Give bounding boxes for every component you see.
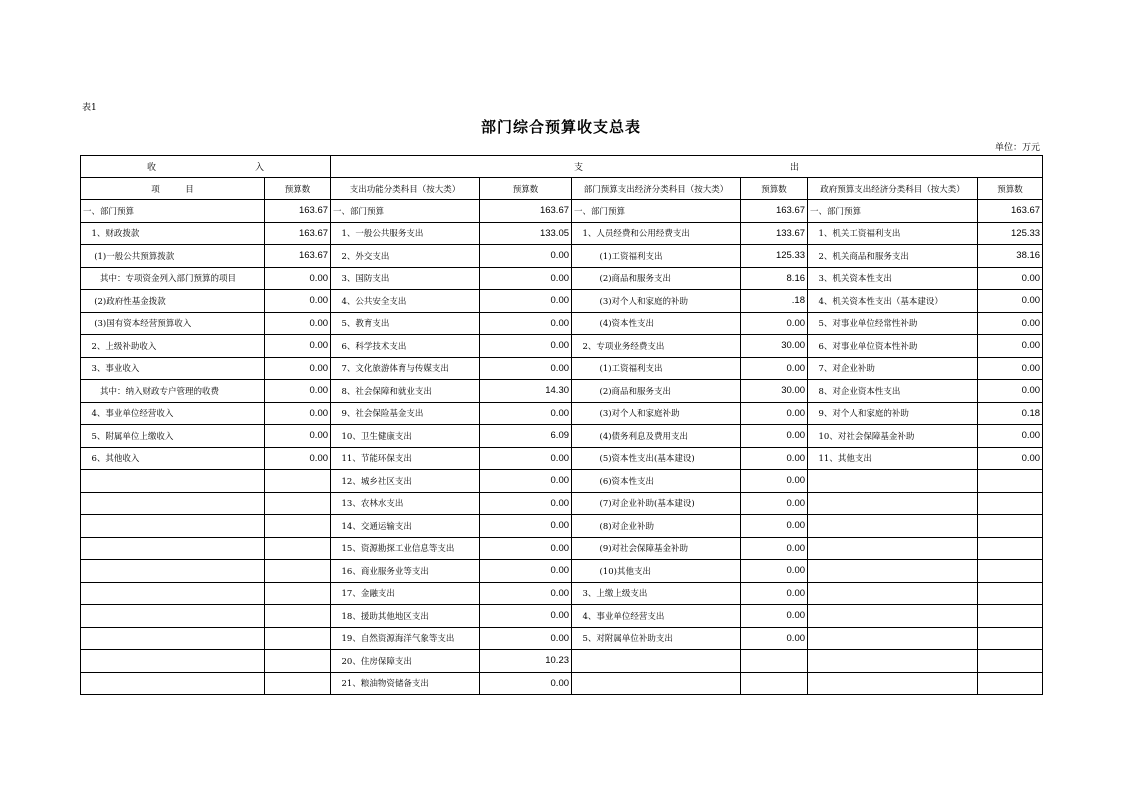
table-row (81, 312, 1043, 335)
func-item-cell: 2、外交支出 (331, 245, 480, 268)
gov-item-cell (808, 605, 978, 628)
dept-budget-cell: 0.00 (741, 357, 808, 380)
income-item-cell (81, 560, 265, 583)
dept-budget-cell: 0.00 (741, 560, 808, 583)
gov-item-cell (808, 537, 978, 560)
income-budget-cell (265, 650, 331, 673)
income-item-cell: (2)政府性基金拨款 (81, 290, 265, 313)
func-item-cell: 19、自然资源海洋气象等支出 (331, 627, 480, 650)
income-item-cell (81, 537, 265, 560)
income-budget-cell (265, 627, 331, 650)
income-item-cell: (1)一般公共预算拨款 (81, 245, 265, 268)
table-row (81, 222, 1043, 245)
func-budget-cell: 0.00 (480, 605, 572, 628)
func-budget-cell: 0.00 (480, 672, 572, 695)
gov-item-cell: 8、对企业资本性支出 (808, 380, 978, 403)
dept-item-cell (572, 650, 741, 673)
gov-budget-cell: 125.33 (978, 222, 1043, 245)
table-row (81, 537, 1043, 560)
func-item-cell: 12、城乡社区支出 (331, 470, 480, 493)
func-budget-cell: 0.00 (480, 312, 572, 335)
func-item-cell: 16、商业服务业等支出 (331, 560, 480, 583)
func-item-cell: 4、公共安全支出 (331, 290, 480, 313)
gov-budget-cell: 0.00 (978, 357, 1043, 380)
table-row (81, 470, 1043, 493)
func-item-cell: 21、粮油物资储备支出 (331, 672, 480, 695)
income-item-cell (81, 492, 265, 515)
gov-item-cell: 5、对事业单位经常性补助 (808, 312, 978, 335)
table-row (81, 402, 1043, 425)
func-budget-cell: 0.00 (480, 560, 572, 583)
func-budget-cell: 6.09 (480, 425, 572, 448)
income-item-cell: 一、部门预算 (81, 200, 265, 223)
income-item-cell (81, 582, 265, 605)
func-budget-cell: 0.00 (480, 627, 572, 650)
table-row (81, 290, 1043, 313)
func-budget-cell: 0.00 (480, 537, 572, 560)
func-budget-cell: 0.00 (480, 582, 572, 605)
gov-item-cell (808, 582, 978, 605)
income-budget-cell (265, 470, 331, 493)
gov-item-cell: 一、部门预算 (808, 200, 978, 223)
dept-budget-cell: 0.00 (741, 605, 808, 628)
budget-header: 预算数 (480, 178, 572, 200)
func-item-cell: 6、科学技术支出 (331, 335, 480, 358)
func-budget-cell: 0.00 (480, 290, 572, 313)
dept-item-cell: 3、上缴上级支出 (572, 582, 741, 605)
table-row (81, 245, 1043, 268)
gov-item-cell: 1、机关工资福利支出 (808, 222, 978, 245)
dept-item-cell: (5)资本性支出(基本建设) (572, 447, 741, 470)
gov-item-cell (808, 672, 978, 695)
income-budget-cell (265, 560, 331, 583)
item-header: 项 目 (81, 178, 265, 200)
income-budget-cell: 0.00 (265, 380, 331, 403)
table-row (81, 560, 1043, 583)
gov-item-cell: 7、对企业补助 (808, 357, 978, 380)
func-item-cell: 11、节能环保支出 (331, 447, 480, 470)
gov-budget-cell: 0.00 (978, 290, 1043, 313)
table-row (81, 357, 1043, 380)
income-item-cell: 6、其他收入 (81, 447, 265, 470)
func-budget-cell: 0.00 (480, 335, 572, 358)
gov-item-cell (808, 470, 978, 493)
dept-budget-cell: 163.67 (741, 200, 808, 223)
gov-item-cell: 11、其他支出 (808, 447, 978, 470)
gov-item-cell (808, 492, 978, 515)
func-item-cell: 1、一般公共服务支出 (331, 222, 480, 245)
func-item-cell: 5、教育支出 (331, 312, 480, 335)
func-item-cell: 一、部门预算 (331, 200, 480, 223)
gov-budget-cell (978, 672, 1043, 695)
dept-item-cell: 一、部门预算 (572, 200, 741, 223)
dept-budget-cell: 30.00 (741, 335, 808, 358)
dept-item-cell: (7)对企业补助(基本建设) (572, 492, 741, 515)
dept-item-cell: (10)其他支出 (572, 560, 741, 583)
income-budget-cell: 163.67 (265, 245, 331, 268)
func-budget-cell: 10.23 (480, 650, 572, 673)
gov-budget-cell: 163.67 (978, 200, 1043, 223)
dept-item-cell: (4)资本性支出 (572, 312, 741, 335)
table-row (81, 267, 1043, 290)
budget-header: 预算数 (741, 178, 808, 200)
gov-econ-class-header: 政府预算支出经济分类科目（按大类） (808, 178, 978, 200)
table-row (81, 605, 1043, 628)
func-item-cell: 8、社会保障和就业支出 (331, 380, 480, 403)
dept-budget-cell: 8.16 (741, 267, 808, 290)
income-budget-cell: 0.00 (265, 290, 331, 313)
dept-item-cell: (3)对个人和家庭的补助 (572, 290, 741, 313)
func-budget-cell: 0.00 (480, 492, 572, 515)
dept-item-cell: (6)资本性支出 (572, 470, 741, 493)
income-item-cell (81, 470, 265, 493)
dept-item-cell: 1、人员经费和公用经费支出 (572, 222, 741, 245)
gov-budget-cell (978, 605, 1043, 628)
func-budget-cell: 0.00 (480, 470, 572, 493)
func-budget-cell: 0.00 (480, 267, 572, 290)
table-row (81, 515, 1043, 538)
dept-budget-cell (741, 650, 808, 673)
income-item-cell (81, 605, 265, 628)
gov-item-cell (808, 650, 978, 673)
table-row (81, 672, 1043, 695)
income-item-cell: 其中：纳入财政专户管理的收费 (81, 380, 265, 403)
gov-item-cell: 9、对个人和家庭的补助 (808, 402, 978, 425)
income-item-cell: 5、附属单位上缴收入 (81, 425, 265, 448)
dept-budget-cell: 30.00 (741, 380, 808, 403)
gov-item-cell (808, 627, 978, 650)
income-item-cell: 3、事业收入 (81, 357, 265, 380)
dept-item-cell: 5、对附属单位补助支出 (572, 627, 741, 650)
income-item-cell (81, 672, 265, 695)
income-budget-cell: 163.67 (265, 200, 331, 223)
gov-budget-cell: 0.18 (978, 402, 1043, 425)
func-budget-cell: 163.67 (480, 200, 572, 223)
budget-header: 预算数 (978, 178, 1043, 200)
income-budget-cell (265, 672, 331, 695)
income-item-cell (81, 627, 265, 650)
income-budget-cell: 0.00 (265, 312, 331, 335)
dept-item-cell: (2)商品和服务支出 (572, 267, 741, 290)
func-budget-cell: 133.05 (480, 222, 572, 245)
table-row (81, 200, 1043, 223)
table-row (81, 447, 1043, 470)
dept-item-cell: (1)工资福利支出 (572, 245, 741, 268)
dept-item-cell: (2)商品和服务支出 (572, 380, 741, 403)
income-budget-cell: 0.00 (265, 267, 331, 290)
dept-budget-cell: 0.00 (741, 515, 808, 538)
dept-item-cell: 2、专项业务经费支出 (572, 335, 741, 358)
gov-item-cell: 4、机关资本性支出（基本建设） (808, 290, 978, 313)
gov-budget-cell (978, 560, 1043, 583)
budget-header: 预算数 (265, 178, 331, 200)
unit-label: 单位：万元 (994, 143, 1040, 153)
gov-budget-cell: 0.00 (978, 447, 1043, 470)
dept-budget-cell: 0.00 (741, 582, 808, 605)
dept-econ-class-header: 部门预算支出经济分类科目（按大类） (572, 178, 741, 200)
dept-budget-cell: 0.00 (741, 312, 808, 335)
dept-budget-cell: 125.33 (741, 245, 808, 268)
dept-budget-cell: 0.00 (741, 627, 808, 650)
income-budget-cell (265, 582, 331, 605)
func-item-cell: 17、金融支出 (331, 582, 480, 605)
dept-budget-cell: 0.00 (741, 402, 808, 425)
func-item-cell: 10、卫生健康支出 (331, 425, 480, 448)
func-budget-cell: 0.00 (480, 357, 572, 380)
gov-budget-cell (978, 470, 1043, 493)
table-row (81, 492, 1043, 515)
dept-item-cell (572, 672, 741, 695)
gov-budget-cell: 0.00 (978, 380, 1043, 403)
gov-item-cell: 10、对社会保障基金补助 (808, 425, 978, 448)
dept-budget-cell: 0.00 (741, 447, 808, 470)
income-budget-cell: 0.00 (265, 425, 331, 448)
dept-item-cell: (9)对社会保障基金补助 (572, 537, 741, 560)
income-budget-cell: 0.00 (265, 335, 331, 358)
gov-budget-cell: 0.00 (978, 312, 1043, 335)
dept-item-cell: (4)债务利息及费用支出 (572, 425, 741, 448)
func-class-header: 支出功能分类科目（按大类） (331, 178, 480, 200)
header-row-2 (81, 178, 1043, 200)
func-item-cell: 20、住房保障支出 (331, 650, 480, 673)
func-item-cell: 3、国防支出 (331, 267, 480, 290)
func-item-cell: 14、交通运输支出 (331, 515, 480, 538)
gov-budget-cell: 0.00 (978, 425, 1043, 448)
gov-budget-cell (978, 515, 1043, 538)
table-row (81, 425, 1043, 448)
sheet-label: 表1 (82, 103, 97, 113)
table-row (81, 380, 1043, 403)
func-item-cell: 9、社会保险基金支出 (331, 402, 480, 425)
gov-budget-cell (978, 582, 1043, 605)
dept-item-cell: (1)工资福利支出 (572, 357, 741, 380)
dept-budget-cell: .18 (741, 290, 808, 313)
dept-budget-cell: 0.00 (741, 492, 808, 515)
income-item-cell: 2、上级补助收入 (81, 335, 265, 358)
expense-header: 支 出 (331, 156, 1043, 178)
gov-budget-cell (978, 627, 1043, 650)
func-budget-cell: 0.00 (480, 245, 572, 268)
table-row (81, 627, 1043, 650)
income-budget-cell (265, 537, 331, 560)
func-item-cell: 18、援助其他地区支出 (331, 605, 480, 628)
func-budget-cell: 0.00 (480, 447, 572, 470)
dept-budget-cell: 0.00 (741, 425, 808, 448)
income-item-cell (81, 650, 265, 673)
budget-summary-table (80, 155, 1043, 695)
income-budget-cell: 0.00 (265, 402, 331, 425)
func-item-cell: 7、文化旅游体育与传媒支出 (331, 357, 480, 380)
income-item-cell: 其中：专项资金列入部门预算的项目 (81, 267, 265, 290)
dept-item-cell: (3)对个人和家庭补助 (572, 402, 741, 425)
dept-item-cell: 4、事业单位经营支出 (572, 605, 741, 628)
table-row (81, 335, 1043, 358)
gov-budget-cell (978, 492, 1043, 515)
gov-budget-cell: 0.00 (978, 267, 1043, 290)
gov-item-cell (808, 560, 978, 583)
income-item-cell: 1、财政拨款 (81, 222, 265, 245)
gov-budget-cell: 0.00 (978, 335, 1043, 358)
gov-item-cell: 2、机关商品和服务支出 (808, 245, 978, 268)
header-row-1 (81, 156, 1043, 178)
func-item-cell: 13、农林水支出 (331, 492, 480, 515)
gov-budget-cell (978, 537, 1043, 560)
func-item-cell: 15、资源勘探工业信息等支出 (331, 537, 480, 560)
page-title: 部门综合预算收支总表 (480, 118, 641, 136)
gov-item-cell: 3、机关资本性支出 (808, 267, 978, 290)
table-row (81, 582, 1043, 605)
func-budget-cell: 0.00 (480, 515, 572, 538)
income-budget-cell: 163.67 (265, 222, 331, 245)
dept-budget-cell (741, 672, 808, 695)
dept-budget-cell: 0.00 (741, 470, 808, 493)
gov-budget-cell: 38.16 (978, 245, 1043, 268)
income-budget-cell: 0.00 (265, 357, 331, 380)
income-item-cell: (3)国有资本经营预算收入 (81, 312, 265, 335)
gov-budget-cell (978, 650, 1043, 673)
income-budget-cell (265, 492, 331, 515)
func-budget-cell: 0.00 (480, 402, 572, 425)
income-header: 收 入 (81, 156, 331, 178)
dept-item-cell: (8)对企业补助 (572, 515, 741, 538)
dept-budget-cell: 0.00 (741, 537, 808, 560)
table-row (81, 650, 1043, 673)
income-budget-cell (265, 605, 331, 628)
dept-budget-cell: 133.67 (741, 222, 808, 245)
income-budget-cell (265, 515, 331, 538)
func-budget-cell: 14.30 (480, 380, 572, 403)
income-budget-cell: 0.00 (265, 447, 331, 470)
gov-item-cell: 6、对事业单位资本性补助 (808, 335, 978, 358)
gov-item-cell (808, 515, 978, 538)
income-item-cell: 4、事业单位经营收入 (81, 402, 265, 425)
income-item-cell (81, 515, 265, 538)
